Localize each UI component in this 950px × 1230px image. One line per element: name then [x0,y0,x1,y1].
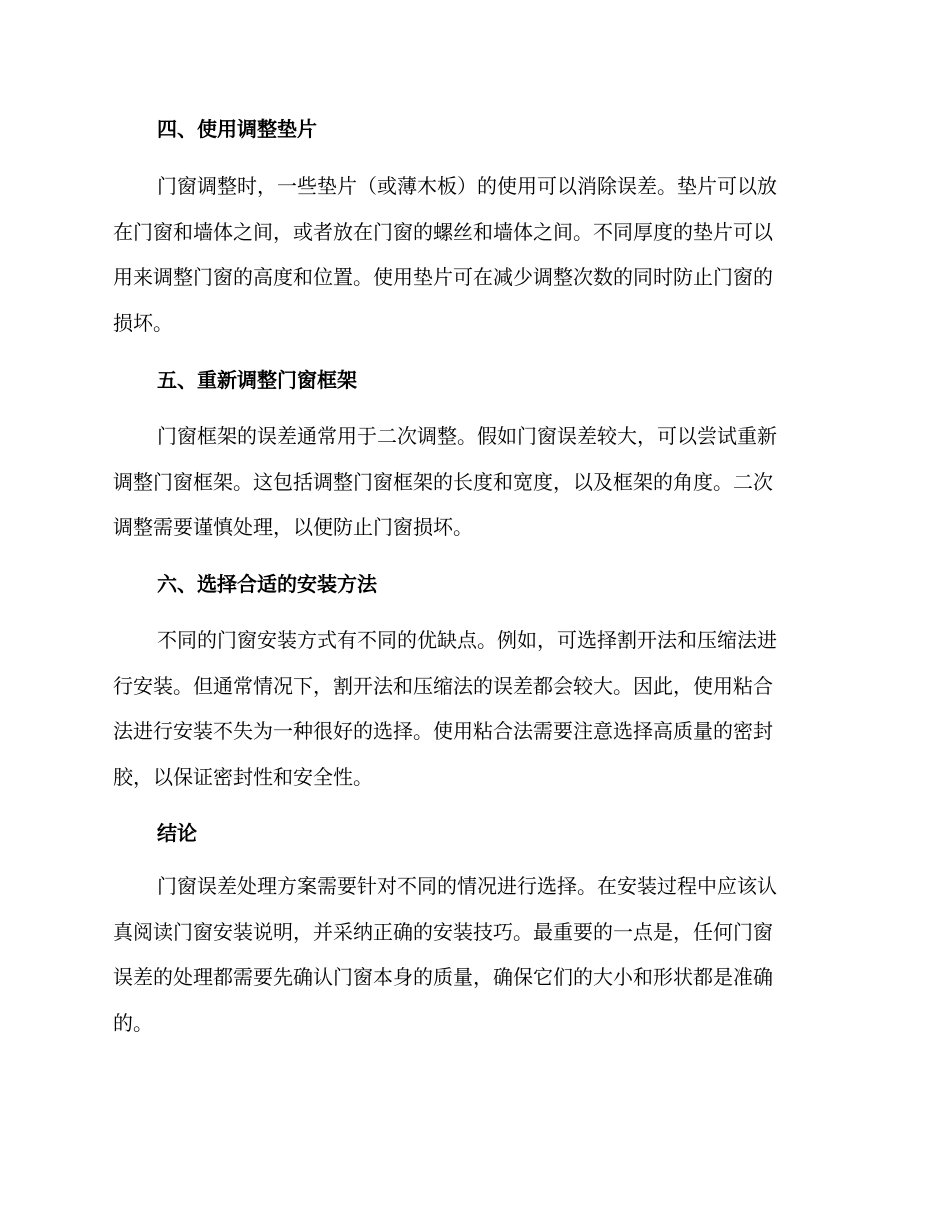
paragraph-line: 胶，以保证密封性和安全性。 [113,764,373,789]
paragraph-line: 行安装。但通常情况下，割开法和压缩法的误差都会较大。因此，使用粘合 [113,673,773,698]
section-heading-4: 四、使用调整垫片 [157,117,317,141]
paragraph-line: 门窗误差处理方案需要针对不同的情况进行选择。在安装过程中应该认 [157,874,777,898]
paragraph-line: 在门窗和墙体之间，或者放在门窗的螺丝和墙体之间。不同厚度的垫片可以 [113,219,773,244]
section-paragraph-4 [113,164,843,346]
paragraph-line: 调整需要谨慎处理，以便防止门窗损坏。 [113,515,473,539]
paragraph-line: 真阅读门窗安装说明，并采纳正确的安装技巧。最重要的一点是，任何门窗 [113,919,773,944]
paragraph-line: 的。 [113,1010,153,1035]
paragraph-line: 法进行安装不失为一种很好的选择。使用粘合法需要注意选择高质量的密封 [113,719,773,743]
section-paragraph-6 [113,618,843,800]
paragraph-line: 不同的门窗安装方式有不同的优缺点。例如，可选择割开法和压缩法进 [157,628,777,652]
section-paragraph-5 [113,414,843,551]
paragraph-line: 门窗框架的误差通常用于二次调整。假如门窗误差较大，可以尝试重新 [157,424,777,448]
paragraph-line: 误差的处理都需要先确认门窗本身的质量，确保它们的大小和形状都是准确 [113,965,773,989]
paragraph-line: 调整门窗框架。这包括调整门窗框架的长度和宽度，以及框架的角度。二次 [113,469,773,494]
paragraph-line: 门窗调整时，一些垫片（或薄木板）的使用可以消除误差。垫片可以放 [157,174,777,198]
conclusion-paragraph [113,864,843,1046]
section-heading-6: 六、选择合适的安装方法 [157,572,377,596]
paragraph-line: 损坏。 [113,310,173,335]
section-heading-5: 五、重新调整门窗框架 [157,368,357,392]
paragraph-line: 用来调整门窗的高度和位置。使用垫片可在减少调整次数的同时防止门窗的 [113,265,773,289]
conclusion-heading: 结论 [157,821,197,845]
